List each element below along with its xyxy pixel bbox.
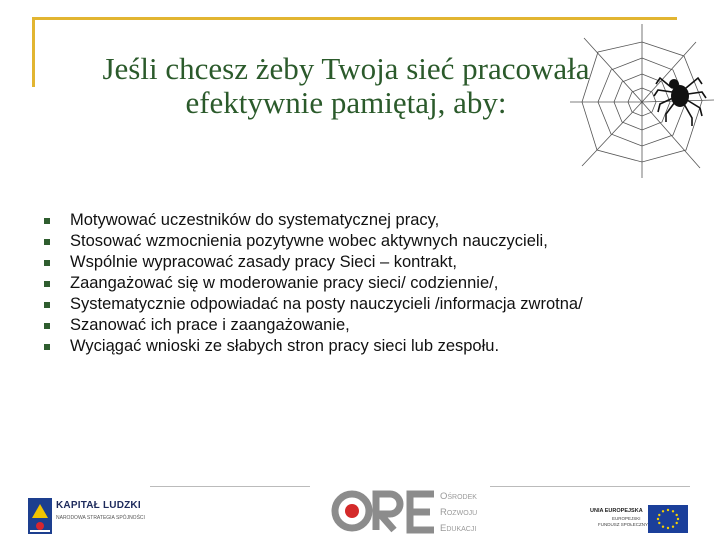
- list-item-text: Systematycznie odpowiadać na posty nauczycieli /informacja zwrotna/: [70, 295, 583, 313]
- slide-title: [36, 52, 656, 120]
- list-item: [44, 231, 684, 252]
- frame-top-line: [32, 17, 677, 20]
- ore-line-1: Ośrodek: [440, 491, 477, 502]
- ore-line-3: Edukacji: [440, 523, 477, 534]
- footer-separator-left: [150, 486, 310, 487]
- list-item-text: Wspólnie wypracować zasady pracy Sieci – kontrakt,: [70, 253, 457, 271]
- ore-logo-icon: [330, 488, 440, 534]
- ue-title: UNIA EUROPEJSKA: [590, 508, 643, 514]
- footer-separator-right: [490, 486, 690, 487]
- spider-web-icon: [568, 22, 716, 180]
- list-item: [44, 294, 684, 315]
- ore-line-2: Rozwoju: [440, 507, 478, 518]
- list-item: [44, 252, 684, 273]
- ue-subtitle-1: EUROPEJSKI: [612, 516, 641, 521]
- square-bullet-icon: [44, 218, 50, 224]
- kapital-ludzki-logo-icon: [28, 498, 52, 534]
- square-bullet-icon: [44, 344, 50, 350]
- list-item: [44, 273, 684, 294]
- frame-left-line: [32, 17, 35, 87]
- list-item-text: Wyciągać wnioski ze słabych stron pracy sieci lub zespołu.: [70, 337, 500, 355]
- list-item: [44, 315, 684, 336]
- list-item-text: Szanować ich prace i zaangażowanie,: [70, 316, 350, 334]
- slide-title-line-2: efektywnie pamiętaj, aby:: [185, 85, 507, 120]
- ore-name: [440, 489, 477, 537]
- square-bullet-icon: [44, 302, 50, 308]
- list-item: [44, 336, 684, 357]
- ue-subtitle-2: FUNDUSZ SPOŁECZNY: [598, 522, 649, 527]
- square-bullet-icon: [44, 323, 50, 329]
- bullet-list: [44, 210, 684, 357]
- list-item: [44, 210, 684, 231]
- list-item-text: Motywować uczestników do systematycznej pracy,: [70, 211, 440, 229]
- list-item-text: Zaangażować się w moderowanie pracy sieci/ codziennie/,: [70, 274, 499, 292]
- eu-flag-icon: [648, 505, 688, 533]
- kapital-ludzki-subtitle: NARODOWA STRATEGIA SPÓJNOŚCI: [56, 515, 145, 521]
- kapital-ludzki-title: KAPITAŁ LUDZKI: [56, 500, 141, 511]
- slide-title-line-1: Jeśli chcesz żeby Twoja sieć pracowała: [102, 51, 590, 86]
- square-bullet-icon: [44, 260, 50, 266]
- square-bullet-icon: [44, 239, 50, 245]
- square-bullet-icon: [44, 281, 50, 287]
- list-item-text: Stosować wzmocnienia pozytywne wobec aktywnych nauczycieli,: [70, 232, 548, 250]
